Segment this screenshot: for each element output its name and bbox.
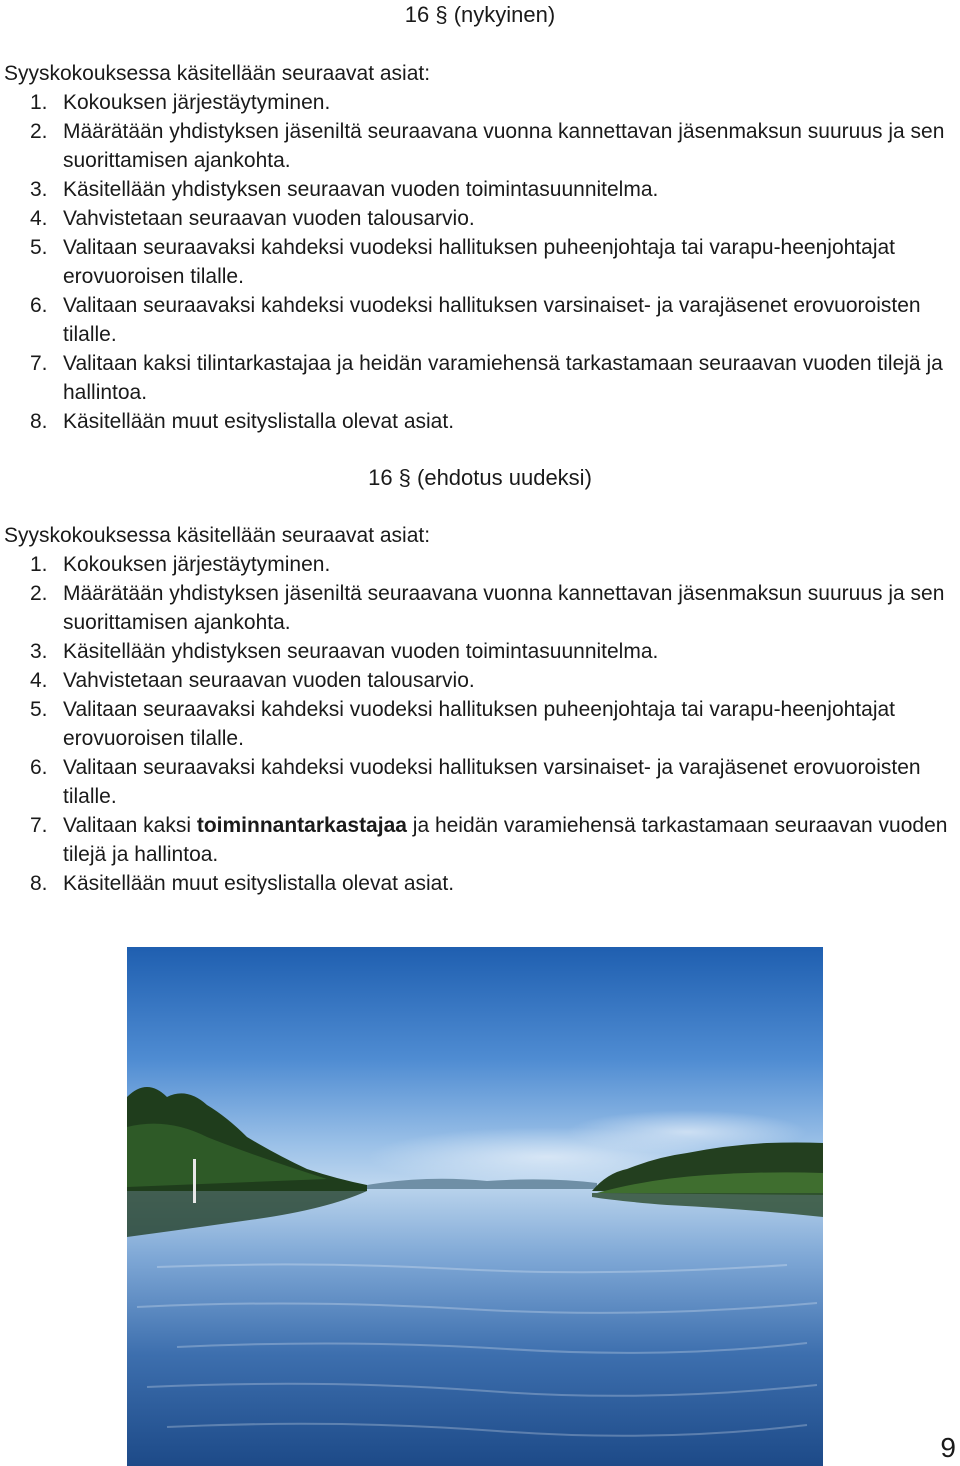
list-item: 7. Valitaan kaksi tilintarkastajaa ja heidän varamiehensä tarkastamaan seuraavan vuoden tilejä ja hallintoa. bbox=[30, 352, 943, 404]
list-item: 4. Vahvistetaan seuraavan vuoden talousarvio. bbox=[30, 207, 475, 230]
item-text-before: Valitaan kaksi bbox=[63, 814, 197, 837]
section-current-list bbox=[0, 88, 960, 436]
section-current-intro: Syyskokouksessa käsitellään seuraavat asiat: bbox=[4, 62, 431, 85]
item-text: Vahvistetaan seuraavan vuoden talousarvio. bbox=[63, 207, 475, 230]
list-item: 5. Valitaan seuraavaksi kahdeksi vuodeksi hallituksen puheenjohtaja tai varapu-heenjohtajat erovuoroisen tilalle. bbox=[30, 236, 895, 288]
item-text: Valitaan kaksi tilintarkastajaa ja heidän varamiehensä tarkastamaan seuraavan vuoden tilejä ja hallintoa. bbox=[63, 352, 943, 404]
item-text: Määrätään yhdistyksen jäseniltä seuraavana vuonna kannettavan jäsenmaksun suuruus ja sen suorittamisen ajankohta. bbox=[63, 582, 945, 634]
item-text: Määrätään yhdistyksen jäseniltä seuraavana vuonna kannettavan jäsenmaksun suuruus ja sen suorittamisen ajankohta. bbox=[63, 120, 945, 172]
list-item: 6. Valitaan seuraavaksi kahdeksi vuodeksi hallituksen varsinaiset- ja varajäsenet erovuoroisten tilalle. bbox=[30, 756, 921, 808]
item-text-after: ja heidän varamiehensä tarkastamaan seuraavan vuoden tilejä ja hallintoa. bbox=[63, 814, 948, 866]
item-text: Valitaan seuraavaksi kahdeksi vuodeksi hallituksen puheenjohtaja tai varapu-heenjohtajat erovuoroisen tilalle. bbox=[63, 698, 895, 750]
list-item: 7. Valitaan kaksi toiminnantarkastajaa ja heidän varamiehensä tarkastamaan seuraavan vuoden tilejä ja hallintoa. bbox=[30, 814, 948, 866]
list-item: 8. Käsitellään muut esityslistalla olevat asiat. bbox=[30, 872, 455, 895]
list-item: 2. Määrätään yhdistyksen jäseniltä seuraavana vuonna kannettavan jäsenmaksun suuruus ja sen suorittamisen ajankohta. bbox=[30, 120, 945, 172]
list-item: 5. Valitaan seuraavaksi kahdeksi vuodeksi hallituksen puheenjohtaja tai varapu-heenjohtajat erovuoroisen tilalle. bbox=[30, 698, 895, 750]
item-text-bold: toiminnantarkastajaa bbox=[196, 814, 407, 837]
section-proposed-heading: 16 § (ehdotus uudeksi) bbox=[368, 465, 592, 490]
section-current-heading: 16 § (nykyinen) bbox=[404, 2, 556, 27]
list-item: 1. Kokouksen järjestäytyminen. bbox=[30, 553, 331, 576]
item-text: Kokouksen järjestäytyminen. bbox=[63, 91, 331, 114]
list-item: 6. Valitaan seuraavaksi kahdeksi vuodeksi hallituksen varsinaiset- ja varajäsenet erovuoroisten tilalle. bbox=[30, 294, 921, 346]
page-number: 9 bbox=[940, 1432, 956, 1463]
item-text: Vahvistetaan seuraavan vuoden talousarvio. bbox=[63, 669, 475, 692]
item-text: Käsitellään muut esityslistalla olevat asiat. bbox=[63, 410, 455, 433]
item-text: Käsitellään muut esityslistalla olevat asiat. bbox=[63, 872, 455, 895]
lake-photo bbox=[127, 947, 823, 1466]
list-item: 1. Kokouksen järjestäytyminen. bbox=[30, 91, 331, 114]
list-item: 4. Vahvistetaan seuraavan vuoden talousarvio. bbox=[30, 669, 475, 692]
list-item: 3. Käsitellään yhdistyksen seuraavan vuoden toimintasuunnitelma. bbox=[30, 178, 659, 201]
section-proposed-list bbox=[0, 550, 960, 898]
item-text: Valitaan seuraavaksi kahdeksi vuodeksi hallituksen puheenjohtaja tai varapu-heenjohtajat erovuoroisen tilalle. bbox=[63, 236, 895, 288]
item-text: Valitaan seuraavaksi kahdeksi vuodeksi hallituksen varsinaiset- ja varajäsenet erovuoroisten tilalle. bbox=[63, 294, 921, 346]
item-text: Valitaan seuraavaksi kahdeksi vuodeksi hallituksen varsinaiset- ja varajäsenet erovuoroisten tilalle. bbox=[63, 756, 921, 808]
item-text: Kokouksen järjestäytyminen. bbox=[63, 553, 331, 576]
list-item: 3. Käsitellään yhdistyksen seuraavan vuoden toimintasuunnitelma. bbox=[30, 640, 659, 663]
item-text: Käsitellään yhdistyksen seuraavan vuoden toimintasuunnitelma. bbox=[63, 640, 659, 663]
item-text: Käsitellään yhdistyksen seuraavan vuoden toimintasuunnitelma. bbox=[63, 178, 659, 201]
list-item: 8. Käsitellään muut esityslistalla olevat asiat. bbox=[30, 410, 455, 433]
section-proposed-intro: Syyskokouksessa käsitellään seuraavat asiat: bbox=[4, 524, 431, 547]
list-item: 2. Määrätään yhdistyksen jäseniltä seuraavana vuonna kannettavan jäsenmaksun suuruus ja sen suorittamisen ajankohta. bbox=[30, 582, 945, 634]
